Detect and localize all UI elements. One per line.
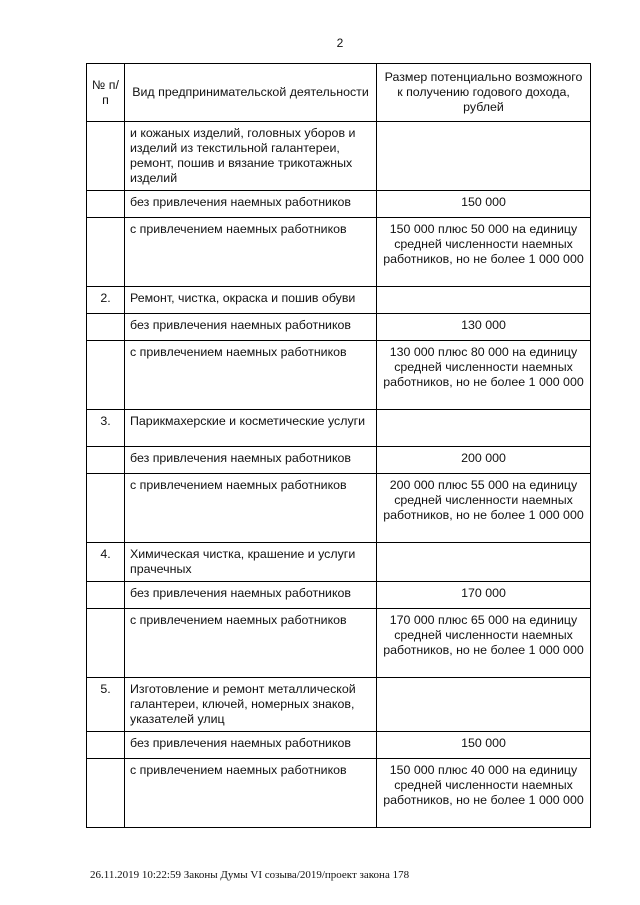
- row-number-fill: [87, 218, 125, 287]
- with-employees-value: 150 000 плюс 40 000 на единицу средней численности наемных работников, но не более 1 000 000: [377, 759, 591, 828]
- with-employees-row: [87, 341, 591, 410]
- document-footer: 26.11.2019 10:22:59 Законы Думы VI созыва/2019/проект закона 178: [90, 869, 410, 881]
- activity-title-value: [377, 287, 591, 314]
- row-number-fill: [87, 314, 125, 341]
- activity-title: и кожаных изделий, головных уборов и изделий из текстильной галантереи, ремонт, пошив и вязание трикотажных изделий: [125, 122, 377, 191]
- without-employees-row: [87, 191, 591, 218]
- header-num: № п/п: [87, 64, 125, 122]
- income-table: [86, 63, 591, 828]
- with-employees-value: 150 000 плюс 50 000 на единицу средней численности наемных работников, но не более 1 000 000: [377, 218, 591, 287]
- group-title-row: [87, 543, 591, 582]
- without-employees-value: 130 000: [377, 314, 591, 341]
- with-employees-label: с привлечением наемных работников: [125, 759, 377, 828]
- with-employees-label: с привлечением наемных работников: [125, 218, 377, 287]
- row-number-fill: [87, 609, 125, 678]
- with-employees-value: 200 000 плюс 55 000 на единицу средней численности наемных работников, но не более 1 000 000: [377, 474, 591, 543]
- row-number-fill: [87, 759, 125, 828]
- without-employees-row: [87, 732, 591, 759]
- row-number-fill: [87, 191, 125, 218]
- with-employees-label: с привлечением наемных работников: [125, 474, 377, 543]
- without-employees-row: [87, 447, 591, 474]
- activity-title-value: [377, 122, 591, 191]
- group-title-row: [87, 122, 591, 191]
- with-employees-row: [87, 759, 591, 828]
- row-number-fill: [87, 732, 125, 759]
- activity-title-value: [377, 543, 591, 582]
- header-activity: Вид предпринимательской деятельности: [125, 64, 377, 122]
- without-employees-label: без привлечения наемных работников: [125, 314, 377, 341]
- row-number-fill: [87, 341, 125, 410]
- row-number-fill: [87, 447, 125, 474]
- with-employees-row: [87, 218, 591, 287]
- without-employees-label: без привлечения наемных работников: [125, 447, 377, 474]
- page-number: 2: [336, 36, 344, 50]
- without-employees-value: 170 000: [377, 582, 591, 609]
- without-employees-value: 200 000: [377, 447, 591, 474]
- group-title-row: [87, 678, 591, 732]
- table-header-row: [87, 64, 591, 122]
- without-employees-label: без привлечения наемных работников: [125, 582, 377, 609]
- activity-title-value: [377, 410, 591, 447]
- with-employees-label: с привлечением наемных работников: [125, 341, 377, 410]
- row-number: 2.: [87, 287, 125, 314]
- row-number: 4.: [87, 543, 125, 582]
- without-employees-value: 150 000: [377, 191, 591, 218]
- activity-title: Ремонт, чистка, окраска и пошив обуви: [125, 287, 377, 314]
- activity-title: Изготовление и ремонт металлической галантереи, ключей, номерных знаков, указателей улиц: [125, 678, 377, 732]
- with-employees-row: [87, 474, 591, 543]
- row-number-fill: [87, 474, 125, 543]
- row-number-fill: [87, 582, 125, 609]
- header-income: Размер потенциально возможного к получению годового дохода, рублей: [377, 64, 591, 122]
- row-number: [87, 122, 125, 191]
- with-employees-row: [87, 609, 591, 678]
- without-employees-row: [87, 582, 591, 609]
- with-employees-value: 170 000 плюс 65 000 на единицу средней численности наемных работников, но не более 1 000 000: [377, 609, 591, 678]
- group-title-row: [87, 410, 591, 447]
- without-employees-label: без привлечения наемных работников: [125, 191, 377, 218]
- with-employees-label: с привлечением наемных работников: [125, 609, 377, 678]
- without-employees-row: [87, 314, 591, 341]
- without-employees-label: без привлечения наемных работников: [125, 732, 377, 759]
- group-title-row: [87, 287, 591, 314]
- activity-title: Химическая чистка, крашение и услуги прачечных: [125, 543, 377, 582]
- row-number: 5.: [87, 678, 125, 732]
- activity-title: Парикмахерские и косметические услуги: [125, 410, 377, 447]
- without-employees-value: 150 000: [377, 732, 591, 759]
- activity-title-value: [377, 678, 591, 732]
- with-employees-value: 130 000 плюс 80 000 на единицу средней численности наемных работников, но не более 1 000 000: [377, 341, 591, 410]
- row-number: 3.: [87, 410, 125, 447]
